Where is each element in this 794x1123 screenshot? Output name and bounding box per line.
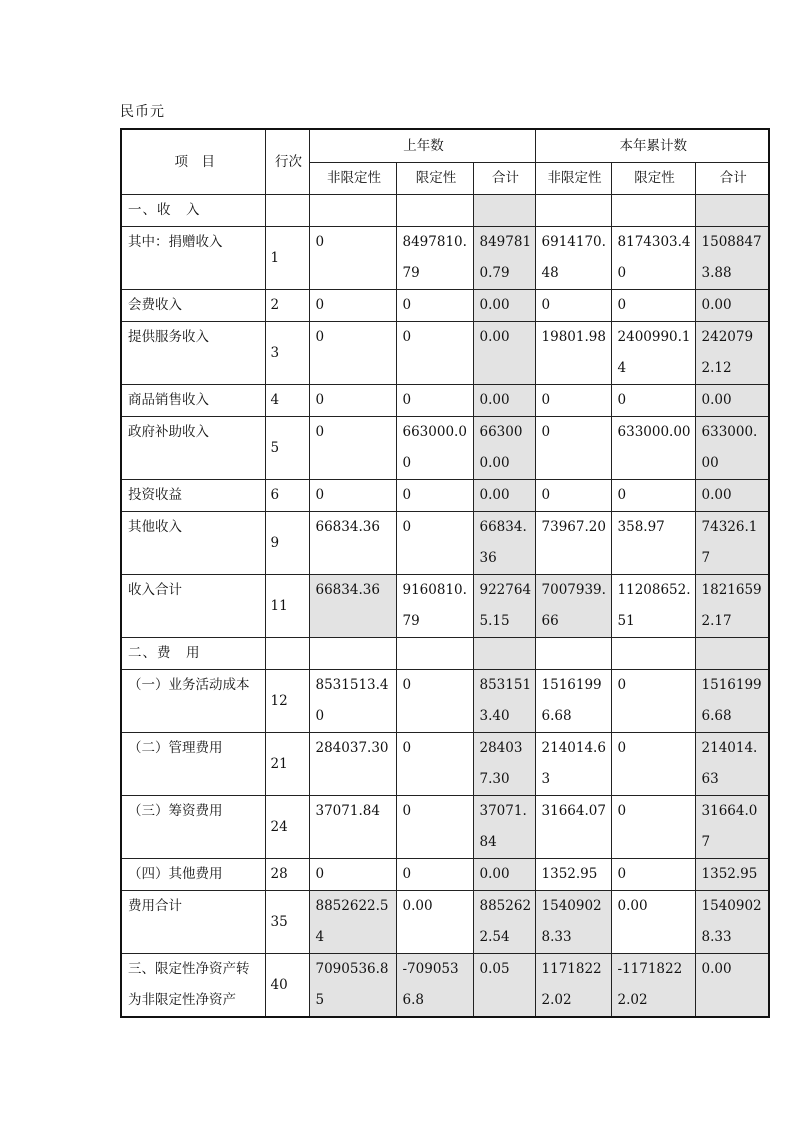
cell-current-total: 214014.63	[695, 733, 769, 796]
cell-current-total: 74326.17	[695, 512, 769, 575]
table-row	[121, 575, 769, 638]
row-number: 6	[265, 480, 309, 512]
cell-current-restricted: 358.97	[611, 512, 695, 575]
cell-current-restricted: 0	[611, 290, 695, 322]
row-item-label: 二、费 用	[121, 638, 265, 670]
cell-current-total: 633000.00	[695, 417, 769, 480]
cell-prior-total: 0.00	[473, 290, 535, 322]
cell-prior-total: 37071.84	[473, 796, 535, 859]
row-number: 21	[265, 733, 309, 796]
row-item-label: 其中：捐赠收入	[121, 227, 265, 290]
cell-prior-restricted: 8497810.79	[396, 227, 473, 290]
cell-current-restricted: 0	[611, 385, 695, 417]
row-item-label: （三）筹资费用	[121, 796, 265, 859]
row-number: 1	[265, 227, 309, 290]
cell-prior-total: 8852622.54	[473, 891, 535, 954]
cell-prior-unrestricted: 0	[309, 290, 396, 322]
cell-prior-unrestricted: 66834.36	[309, 512, 396, 575]
cell-prior-restricted	[396, 195, 473, 227]
row-number: 35	[265, 891, 309, 954]
cell-prior-total: 0.00	[473, 480, 535, 512]
cell-prior-unrestricted: 0	[309, 480, 396, 512]
row-number: 28	[265, 859, 309, 891]
header-prior-total: 合计	[473, 163, 535, 195]
cell-prior-restricted: 0	[396, 670, 473, 733]
row-item-label: 商品销售收入	[121, 385, 265, 417]
cell-prior-total: 284037.30	[473, 733, 535, 796]
row-item-label: 会费收入	[121, 290, 265, 322]
unit-label: 民币元	[120, 104, 165, 120]
cell-prior-restricted: 0	[396, 512, 473, 575]
row-item-label: 投资收益	[121, 480, 265, 512]
cell-prior-unrestricted: 0	[309, 322, 396, 385]
cell-current-total	[695, 195, 769, 227]
cell-prior-unrestricted: 0	[309, 417, 396, 480]
cell-prior-restricted: 0	[396, 733, 473, 796]
cell-current-unrestricted: 19801.98	[535, 322, 611, 385]
cell-current-unrestricted: 0	[535, 480, 611, 512]
cell-prior-restricted: 0.00	[396, 891, 473, 954]
cell-prior-unrestricted	[309, 638, 396, 670]
cell-current-unrestricted: 214014.63	[535, 733, 611, 796]
header-prior-restricted: 限定性	[396, 163, 473, 195]
row-number: 11	[265, 575, 309, 638]
cell-current-unrestricted: 15409028.33	[535, 891, 611, 954]
cell-prior-total: 0.05	[473, 954, 535, 1018]
row-number: 12	[265, 670, 309, 733]
table-row	[121, 796, 769, 859]
cell-current-total: 0.00	[695, 480, 769, 512]
cell-prior-unrestricted: 8531513.40	[309, 670, 396, 733]
row-item-label: （四）其他费用	[121, 859, 265, 891]
table-row	[121, 480, 769, 512]
table-body	[121, 195, 769, 1018]
cell-prior-restricted: 0	[396, 480, 473, 512]
cell-current-total: 1352.95	[695, 859, 769, 891]
row-number: 24	[265, 796, 309, 859]
cell-prior-unrestricted: 0	[309, 385, 396, 417]
cell-current-unrestricted: 1352.95	[535, 859, 611, 891]
table-row	[121, 638, 769, 670]
header-current-unrestricted: 非限定性	[535, 163, 611, 195]
row-number	[265, 195, 309, 227]
table-row	[121, 195, 769, 227]
cell-current-unrestricted: 0	[535, 290, 611, 322]
header-current-year: 本年累计数	[535, 129, 769, 163]
cell-current-unrestricted	[535, 638, 611, 670]
row-item-label: （一）业务活动成本	[121, 670, 265, 733]
cell-current-unrestricted: 0	[535, 385, 611, 417]
cell-current-unrestricted: 7007939.66	[535, 575, 611, 638]
cell-current-unrestricted: 6914170.48	[535, 227, 611, 290]
row-number: 2	[265, 290, 309, 322]
table-row	[121, 227, 769, 290]
cell-prior-restricted: 0	[396, 385, 473, 417]
cell-prior-total: 9227645.15	[473, 575, 535, 638]
cell-prior-restricted	[396, 638, 473, 670]
header-item: 项 目	[121, 129, 265, 195]
row-number: 4	[265, 385, 309, 417]
cell-current-total: 2420792.12	[695, 322, 769, 385]
cell-current-restricted: 633000.00	[611, 417, 695, 480]
header-prior-year: 上年数	[309, 129, 535, 163]
cell-current-restricted: 0.00	[611, 891, 695, 954]
cell-prior-total	[473, 195, 535, 227]
cell-prior-restricted: 0	[396, 796, 473, 859]
row-number: 40	[265, 954, 309, 1018]
cell-current-total: 31664.07	[695, 796, 769, 859]
row-item-label: 政府补助收入	[121, 417, 265, 480]
cell-prior-unrestricted	[309, 195, 396, 227]
row-item-label: 其他收入	[121, 512, 265, 575]
header-prior-unrestricted: 非限定性	[309, 163, 396, 195]
cell-prior-restricted: 0	[396, 859, 473, 891]
cell-prior-unrestricted: 66834.36	[309, 575, 396, 638]
table-header	[121, 129, 769, 195]
income-statement-table	[120, 128, 770, 1018]
cell-prior-total: 8497810.79	[473, 227, 535, 290]
cell-prior-unrestricted: 7090536.85	[309, 954, 396, 1018]
cell-prior-unrestricted: 37071.84	[309, 796, 396, 859]
row-item-label: 提供服务收入	[121, 322, 265, 385]
cell-current-total	[695, 638, 769, 670]
table-row	[121, 954, 769, 1018]
table-row	[121, 385, 769, 417]
cell-prior-restricted: -7090536.8	[396, 954, 473, 1018]
row-item-label: 费用合计	[121, 891, 265, 954]
cell-current-restricted: 2400990.14	[611, 322, 695, 385]
row-number: 5	[265, 417, 309, 480]
row-item-label: 收入合计	[121, 575, 265, 638]
table-row	[121, 417, 769, 480]
cell-prior-total: 0.00	[473, 322, 535, 385]
cell-current-restricted: 0	[611, 670, 695, 733]
cell-prior-unrestricted: 8852622.54	[309, 891, 396, 954]
header-current-restricted: 限定性	[611, 163, 695, 195]
table-row	[121, 322, 769, 385]
header-row-no: 行次	[265, 129, 309, 195]
table-row	[121, 891, 769, 954]
table-row	[121, 290, 769, 322]
cell-current-restricted: -11718222.02	[611, 954, 695, 1018]
row-number: 9	[265, 512, 309, 575]
cell-current-total: 18216592.17	[695, 575, 769, 638]
cell-current-restricted	[611, 195, 695, 227]
cell-current-restricted	[611, 638, 695, 670]
table-row	[121, 733, 769, 796]
cell-prior-restricted: 0	[396, 322, 473, 385]
cell-current-restricted: 0	[611, 733, 695, 796]
cell-current-unrestricted: 73967.20	[535, 512, 611, 575]
cell-current-restricted: 0	[611, 859, 695, 891]
cell-prior-restricted: 9160810.79	[396, 575, 473, 638]
cell-prior-total: 8531513.40	[473, 670, 535, 733]
row-item-label: 一、收 入	[121, 195, 265, 227]
header-current-total: 合计	[695, 163, 769, 195]
cell-current-total: 0.00	[695, 954, 769, 1018]
row-item-label: （二）管理费用	[121, 733, 265, 796]
table-row	[121, 512, 769, 575]
cell-prior-total: 0.00	[473, 385, 535, 417]
cell-current-total: 0.00	[695, 385, 769, 417]
cell-current-restricted: 8174303.40	[611, 227, 695, 290]
cell-current-restricted: 11208652.51	[611, 575, 695, 638]
cell-current-restricted: 0	[611, 480, 695, 512]
cell-prior-total	[473, 638, 535, 670]
cell-current-total: 15409028.33	[695, 891, 769, 954]
cell-current-unrestricted: 31664.07	[535, 796, 611, 859]
cell-prior-restricted: 0	[396, 290, 473, 322]
cell-prior-unrestricted: 0	[309, 859, 396, 891]
cell-current-unrestricted: 11718222.02	[535, 954, 611, 1018]
cell-current-restricted: 0	[611, 796, 695, 859]
row-number: 3	[265, 322, 309, 385]
cell-prior-unrestricted: 0	[309, 227, 396, 290]
cell-prior-total: 66834.36	[473, 512, 535, 575]
row-item-label: 三、限定性净资产转为非限定性净资产	[121, 954, 265, 1018]
cell-prior-unrestricted: 284037.30	[309, 733, 396, 796]
cell-current-unrestricted	[535, 195, 611, 227]
table-row	[121, 859, 769, 891]
cell-prior-total: 0.00	[473, 859, 535, 891]
row-number	[265, 638, 309, 670]
cell-current-unrestricted: 0	[535, 417, 611, 480]
cell-current-total: 0.00	[695, 290, 769, 322]
cell-prior-restricted: 663000.00	[396, 417, 473, 480]
cell-current-total: 15088473.88	[695, 227, 769, 290]
table-row	[121, 670, 769, 733]
cell-current-total: 15161996.68	[695, 670, 769, 733]
cell-prior-total: 663000.00	[473, 417, 535, 480]
cell-current-unrestricted: 15161996.68	[535, 670, 611, 733]
